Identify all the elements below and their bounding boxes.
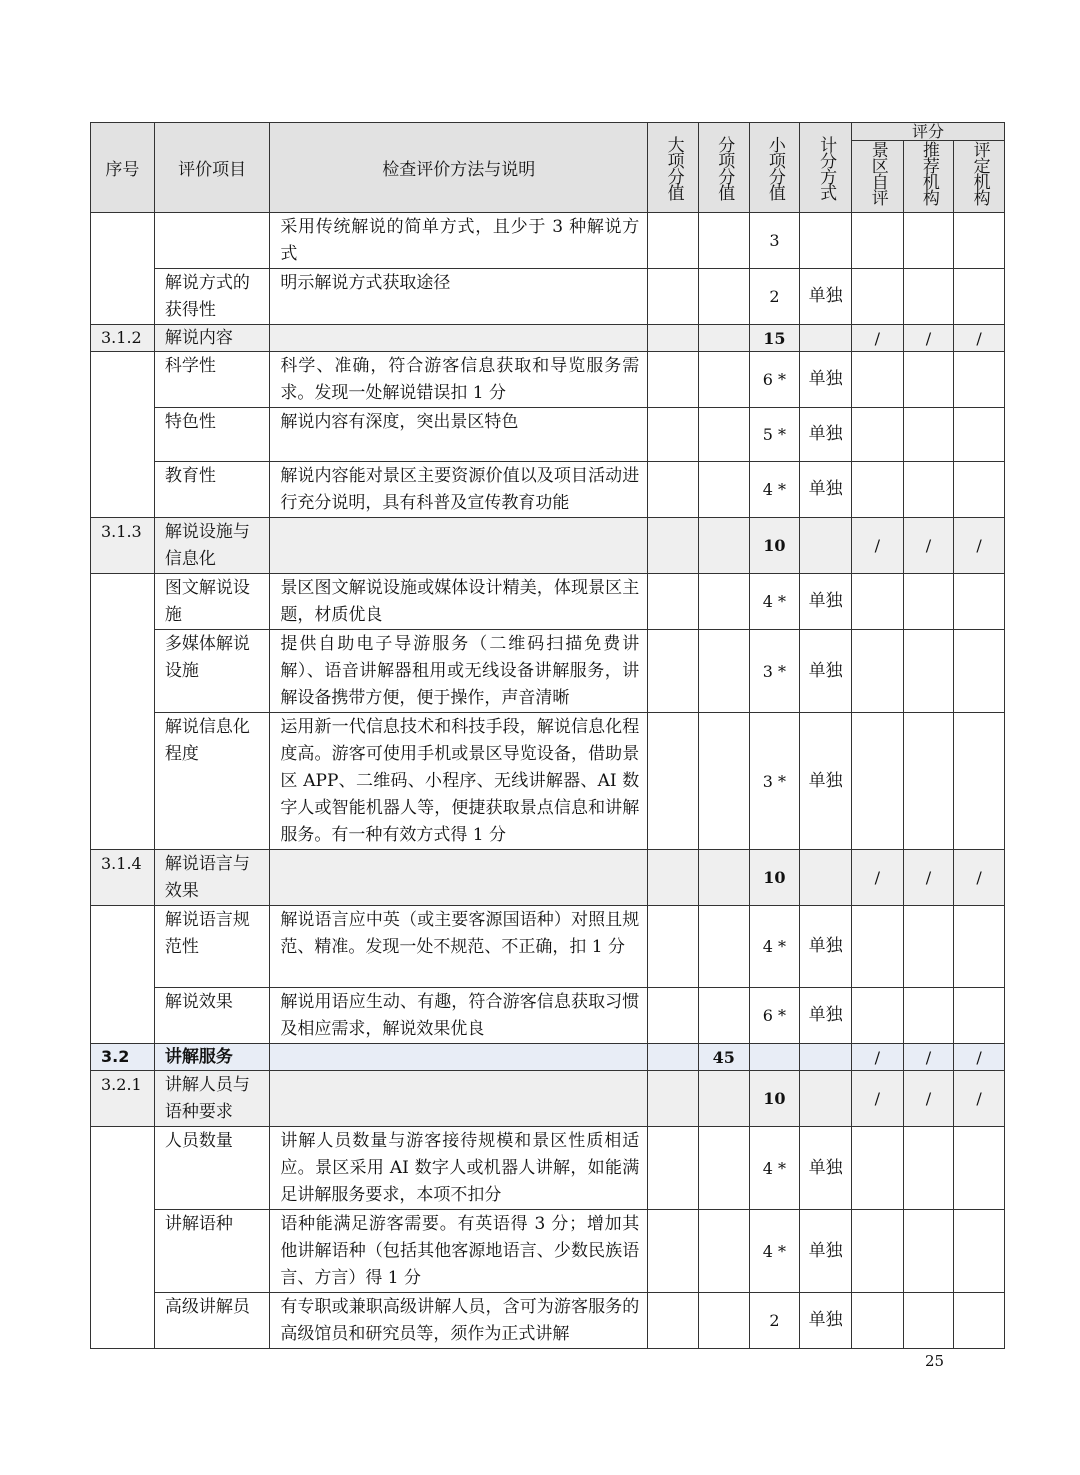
- recommend-cell: [903, 1293, 954, 1349]
- recommend-cell: [903, 269, 954, 325]
- calc-cell: 单独: [800, 906, 852, 988]
- sub-cell: [698, 574, 749, 630]
- major-cell: [648, 1071, 699, 1127]
- recommend-cell: /: [903, 1071, 954, 1127]
- assess-cell: [954, 352, 1005, 408]
- small-score-cell: 10: [749, 850, 800, 906]
- method-cell: 解说用语应生动、有趣，符合游客信息获取习惯及相应需求，解说效果优良: [270, 988, 648, 1044]
- table-row: [91, 462, 1005, 518]
- self-cell: /: [851, 1071, 903, 1127]
- item-cell: 讲解语种: [154, 1210, 270, 1293]
- major-cell: [648, 518, 699, 574]
- item-cell: 解说效果: [154, 988, 270, 1044]
- calc-cell: 单独: [800, 269, 852, 325]
- major-cell: [648, 213, 699, 269]
- header-major-text: 大项分值: [663, 135, 684, 200]
- item-cell: 解说设施与信息化: [154, 518, 270, 574]
- header-sub-text: 分项分值: [714, 135, 735, 200]
- small-score-cell: 6 *: [749, 352, 800, 408]
- header-scoring: 评分: [851, 123, 1004, 141]
- major-section-row: [91, 1044, 1005, 1071]
- table-header: [91, 123, 1005, 213]
- calc-cell: [800, 1071, 852, 1127]
- method-cell: 运用新一代信息技术和科技手段，解说信息化程度高。游客可使用手机或景区导览设备，借助景区 APP、二维码、小程序、无线讲解器、AI 数字人或智能机器人等，便捷获取景点信息和讲解服务。有一种有效方式得 1 分: [270, 713, 648, 850]
- recommend-cell: /: [903, 518, 954, 574]
- recommend-cell: [903, 408, 954, 462]
- header-self-text: 景区自评: [867, 141, 888, 205]
- table-row: [91, 213, 1005, 269]
- evaluation-table: [90, 122, 1005, 1349]
- assess-cell: [954, 213, 1005, 269]
- header-sub: [698, 123, 749, 213]
- major-cell: [648, 1210, 699, 1293]
- self-cell: /: [851, 325, 903, 352]
- major-cell: [648, 1127, 699, 1210]
- item-cell: 高级讲解员: [154, 1293, 270, 1349]
- assess-cell: [954, 269, 1005, 325]
- calc-cell: 单独: [800, 462, 852, 518]
- major-cell: [648, 408, 699, 462]
- table-row: [91, 1210, 1005, 1293]
- calc-cell: 单独: [800, 408, 852, 462]
- major-cell: [648, 574, 699, 630]
- sub-cell: [698, 630, 749, 713]
- method-cell: [270, 1044, 648, 1071]
- small-score-cell: 6 *: [749, 988, 800, 1044]
- header-major: [648, 123, 699, 213]
- method-cell: [270, 1071, 648, 1127]
- assess-cell: [954, 574, 1005, 630]
- major-cell: [648, 462, 699, 518]
- calc-cell: [800, 325, 852, 352]
- small-score-cell: 4 *: [749, 906, 800, 988]
- self-cell: [851, 213, 903, 269]
- major-cell: [648, 269, 699, 325]
- self-cell: [851, 1210, 903, 1293]
- header-self: [851, 141, 903, 213]
- item-cell: 特色性: [154, 408, 270, 462]
- method-cell: 景区图文解说设施或媒体设计精美，体现景区主题，材质优良: [270, 574, 648, 630]
- major-cell: [648, 713, 699, 850]
- section-row: [91, 325, 1005, 352]
- table-row: [91, 1127, 1005, 1210]
- self-cell: /: [851, 1044, 903, 1071]
- seq-cell: [91, 352, 155, 518]
- item-cell: 科学性: [154, 352, 270, 408]
- self-cell: [851, 574, 903, 630]
- small-score-cell: 10: [749, 518, 800, 574]
- small-score-cell: 4 *: [749, 462, 800, 518]
- method-cell: 解说语言应中英（或主要客源国语种）对照且规范、精准。发现一处不规范、不正确，扣 1 分: [270, 906, 648, 988]
- method-cell: 讲解人员数量与游客接待规模和景区性质相适应。景区采用 AI 数字人或机器人讲解，如能满足讲解服务要求，本项不扣分: [270, 1127, 648, 1210]
- self-cell: [851, 906, 903, 988]
- page-number: 25: [925, 1352, 945, 1370]
- assess-cell: /: [954, 850, 1005, 906]
- self-cell: [851, 352, 903, 408]
- small-score-cell: [749, 1044, 800, 1071]
- calc-cell: 单独: [800, 713, 852, 850]
- assess-cell: /: [954, 1044, 1005, 1071]
- calc-cell: 单独: [800, 630, 852, 713]
- method-cell: 语种能满足游客需要。有英语得 3 分；增加其他讲解语种（包括其他客源地语言、少数民族语言、方言）得 1 分: [270, 1210, 648, 1293]
- recommend-cell: [903, 630, 954, 713]
- sub-cell: [698, 213, 749, 269]
- item-cell: 人员数量: [154, 1127, 270, 1210]
- calc-cell: [800, 1044, 852, 1071]
- header-item: 评价项目: [154, 123, 270, 213]
- seq-cell: [91, 1127, 155, 1349]
- assess-cell: [954, 906, 1005, 988]
- header-assess: [954, 141, 1005, 213]
- recommend-cell: /: [903, 325, 954, 352]
- self-cell: [851, 408, 903, 462]
- calc-cell: [800, 213, 852, 269]
- small-score-cell: 2: [749, 1293, 800, 1349]
- sub-cell: [698, 1293, 749, 1349]
- method-cell: 采用传统解说的简单方式，且少于 3 种解说方式: [270, 213, 648, 269]
- recommend-cell: [903, 352, 954, 408]
- seq-cell: 3.2: [91, 1044, 155, 1071]
- method-cell: 解说内容有深度，突出景区特色: [270, 408, 648, 462]
- sub-score-cell: 45: [698, 1044, 749, 1071]
- major-cell: [648, 1293, 699, 1349]
- self-cell: [851, 462, 903, 518]
- header-seq: 序号: [91, 123, 155, 213]
- calc-cell: 单独: [800, 574, 852, 630]
- section-row: [91, 518, 1005, 574]
- major-cell: [648, 906, 699, 988]
- method-cell: 解说内容能对景区主要资源价值以及项目活动进行充分说明，具有科普及宣传教育功能: [270, 462, 648, 518]
- assess-cell: [954, 988, 1005, 1044]
- section-row: [91, 850, 1005, 906]
- self-cell: [851, 269, 903, 325]
- seq-cell: 3.1.2: [91, 325, 155, 352]
- table-row: [91, 1293, 1005, 1349]
- recommend-cell: [903, 1127, 954, 1210]
- table-row: [91, 408, 1005, 462]
- table-row: [91, 574, 1005, 630]
- assess-cell: [954, 1293, 1005, 1349]
- calc-cell: 单独: [800, 1210, 852, 1293]
- self-cell: /: [851, 518, 903, 574]
- table-row: [91, 630, 1005, 713]
- method-cell: 科学、准确，符合游客信息获取和导览服务需求。发现一处解说错误扣 1 分: [270, 352, 648, 408]
- item-cell: 图文解说设施: [154, 574, 270, 630]
- method-cell: 明示解说方式获取途径: [270, 269, 648, 325]
- self-cell: [851, 630, 903, 713]
- small-score-cell: 5 *: [749, 408, 800, 462]
- recommend-cell: /: [903, 850, 954, 906]
- assess-cell: [954, 630, 1005, 713]
- header-calc-text: 计分方式: [816, 135, 837, 200]
- table-row: [91, 988, 1005, 1044]
- table-row: [91, 713, 1005, 850]
- item-cell: 解说语言规范性: [154, 906, 270, 988]
- recommend-cell: [903, 988, 954, 1044]
- method-cell: 有专职或兼职高级讲解人员，含可为游客服务的高级馆员和研究员等，须作为正式讲解: [270, 1293, 648, 1349]
- self-cell: /: [851, 850, 903, 906]
- self-cell: [851, 988, 903, 1044]
- small-score-cell: 10: [749, 1071, 800, 1127]
- calc-cell: 单独: [800, 1127, 852, 1210]
- sub-cell: [698, 518, 749, 574]
- calc-cell: 单独: [800, 352, 852, 408]
- recommend-cell: [903, 574, 954, 630]
- recommend-cell: [903, 213, 954, 269]
- sub-cell: [698, 462, 749, 518]
- assess-cell: /: [954, 518, 1005, 574]
- seq-cell: 3.1.4: [91, 850, 155, 906]
- calc-cell: 单独: [800, 988, 852, 1044]
- small-score-cell: 3: [749, 213, 800, 269]
- self-cell: [851, 1293, 903, 1349]
- seq-cell: 3.2.1: [91, 1071, 155, 1127]
- section-row: [91, 1071, 1005, 1127]
- seq-cell: 3.1.3: [91, 518, 155, 574]
- recommend-cell: /: [903, 1044, 954, 1071]
- sub-cell: [698, 325, 749, 352]
- calc-cell: [800, 850, 852, 906]
- table-row: [91, 352, 1005, 408]
- major-cell: [648, 1044, 699, 1071]
- header-small-text: 小项分值: [764, 135, 785, 200]
- major-cell: [648, 988, 699, 1044]
- small-score-cell: 15: [749, 325, 800, 352]
- calc-cell: 单独: [800, 1293, 852, 1349]
- self-cell: [851, 1127, 903, 1210]
- small-score-cell: 3 *: [749, 630, 800, 713]
- assess-cell: /: [954, 1071, 1005, 1127]
- header-method: 检查评价方法与说明: [270, 123, 648, 213]
- item-cell: 多媒体解说设施: [154, 630, 270, 713]
- small-score-cell: 4 *: [749, 1210, 800, 1293]
- major-cell: [648, 630, 699, 713]
- sub-cell: [698, 1071, 749, 1127]
- sub-cell: [698, 1127, 749, 1210]
- header-recommend: [903, 141, 954, 213]
- item-cell: 讲解人员与语种要求: [154, 1071, 270, 1127]
- sub-cell: [698, 1210, 749, 1293]
- major-cell: [648, 850, 699, 906]
- assess-cell: [954, 713, 1005, 850]
- item-cell: 讲解服务: [154, 1044, 270, 1071]
- item-cell: 教育性: [154, 462, 270, 518]
- self-cell: [851, 713, 903, 850]
- assess-cell: [954, 1210, 1005, 1293]
- small-score-cell: 3 *: [749, 713, 800, 850]
- recommend-cell: [903, 906, 954, 988]
- sub-cell: [698, 269, 749, 325]
- table-row: [91, 906, 1005, 988]
- header-small: [749, 123, 800, 213]
- item-cell: 解说内容: [154, 325, 270, 352]
- method-cell: [270, 325, 648, 352]
- seq-cell: [91, 906, 155, 1044]
- small-score-cell: 4 *: [749, 1127, 800, 1210]
- method-cell: [270, 518, 648, 574]
- item-cell: 解说信息化程度: [154, 713, 270, 850]
- small-score-cell: 4 *: [749, 574, 800, 630]
- item-cell: 解说方式的获得性: [154, 269, 270, 325]
- sub-cell: [698, 988, 749, 1044]
- sub-cell: [698, 850, 749, 906]
- seq-cell: [91, 213, 155, 325]
- header-calc: [800, 123, 852, 213]
- recommend-cell: [903, 713, 954, 850]
- sub-cell: [698, 352, 749, 408]
- recommend-cell: [903, 1210, 954, 1293]
- recommend-cell: [903, 462, 954, 518]
- table-row: [91, 269, 1005, 325]
- header-recommend-text: 推荐机构: [918, 141, 939, 205]
- item-cell: [154, 213, 270, 269]
- small-score-cell: 2: [749, 269, 800, 325]
- table-body: [91, 213, 1005, 1349]
- major-cell: [648, 352, 699, 408]
- method-cell: 提供自助电子导游服务（二维码扫描免费讲解）、语音讲解器租用或无线设备讲解服务，讲解设备携带方便，便于操作，声音清晰: [270, 630, 648, 713]
- assess-cell: /: [954, 325, 1005, 352]
- assess-cell: [954, 462, 1005, 518]
- sub-cell: [698, 408, 749, 462]
- assess-cell: [954, 1127, 1005, 1210]
- header-assess-text: 评定机构: [969, 141, 990, 205]
- seq-cell: [91, 574, 155, 850]
- item-cell: 解说语言与效果: [154, 850, 270, 906]
- calc-cell: [800, 518, 852, 574]
- assess-cell: [954, 408, 1005, 462]
- sub-cell: [698, 713, 749, 850]
- sub-cell: [698, 906, 749, 988]
- method-cell: [270, 850, 648, 906]
- major-cell: [648, 325, 699, 352]
